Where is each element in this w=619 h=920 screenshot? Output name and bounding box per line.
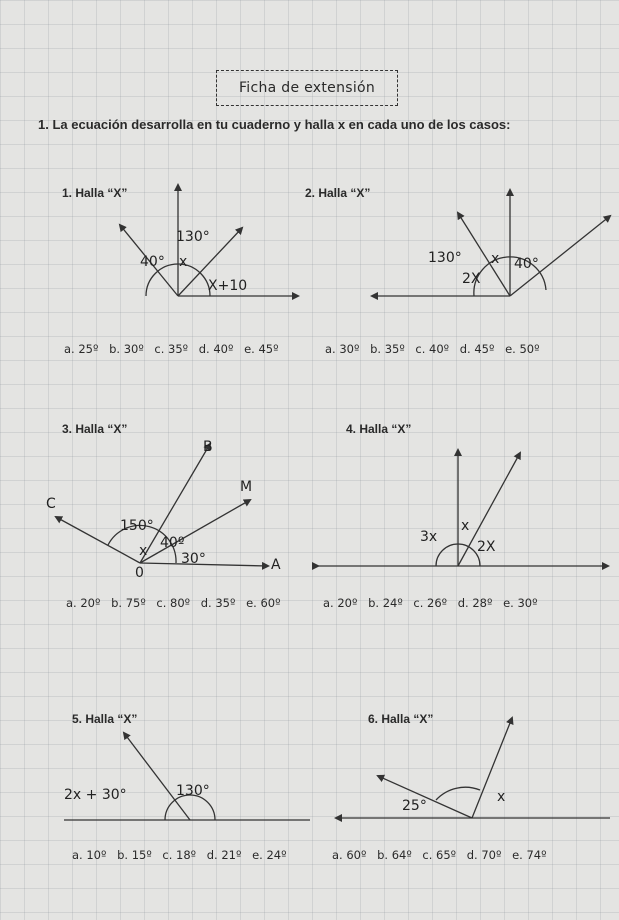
- option[interactable]: d. 35º: [200, 596, 236, 610]
- fig2-label: 130°: [428, 250, 462, 266]
- figure-5: [64, 733, 310, 820]
- option[interactable]: c. 18º: [162, 848, 197, 862]
- option[interactable]: d. 40º: [198, 342, 234, 356]
- option[interactable]: d. 21º: [206, 848, 242, 862]
- fig1-label: 40°: [140, 254, 165, 270]
- option[interactable]: c. 26º: [413, 596, 448, 610]
- option[interactable]: b. 64º: [377, 848, 412, 862]
- figure-4: [318, 450, 608, 566]
- option[interactable]: a. 25º: [64, 342, 99, 356]
- option[interactable]: e. 30º: [503, 596, 538, 610]
- fig3-label: 40º: [160, 535, 185, 551]
- problem-6-title: 6. Halla “X”: [368, 712, 434, 726]
- option[interactable]: b. 30º: [109, 342, 144, 356]
- fig2-label: x: [491, 251, 500, 267]
- fig3-label: C: [46, 496, 56, 512]
- fig4-label: 3x: [420, 529, 438, 545]
- fig5-label: 2x + 30°: [64, 787, 127, 803]
- option[interactable]: a. 20º: [66, 596, 101, 610]
- option[interactable]: e. 24º: [252, 848, 287, 862]
- option[interactable]: a. 60º: [332, 848, 367, 862]
- option[interactable]: c. 40º: [415, 342, 450, 356]
- fig2-label: 2X: [462, 271, 481, 287]
- fig4-label: x: [461, 518, 470, 534]
- option[interactable]: a. 30º: [325, 342, 360, 356]
- problem-1-title: 1. Halla “X”: [62, 186, 128, 200]
- problem-6-options: [332, 848, 554, 862]
- fig5-ray-diag: [124, 733, 190, 820]
- option[interactable]: a. 20º: [323, 596, 358, 610]
- fig6-angle-arc: [436, 787, 480, 800]
- fig5-label: 130°: [176, 783, 210, 799]
- option[interactable]: e. 50º: [505, 342, 540, 356]
- fig6-ray-steep: [472, 718, 512, 818]
- option[interactable]: e. 60º: [246, 596, 281, 610]
- option[interactable]: c. 65º: [422, 848, 457, 862]
- problem-5-options: [72, 848, 294, 862]
- option[interactable]: b. 35º: [370, 342, 405, 356]
- problem-1-options: [64, 342, 286, 356]
- option[interactable]: c. 35º: [154, 342, 189, 356]
- problem-4-options: [323, 596, 545, 610]
- option[interactable]: b. 24º: [368, 596, 403, 610]
- fig3-label: 0: [135, 565, 144, 581]
- instruction-text: 1. La ecuación desarrolla en tu cuaderno y halla x en cada uno de los casos:: [38, 117, 511, 132]
- worksheet-title: Ficha de extensión: [216, 70, 398, 106]
- fig4-label: 2X: [477, 539, 496, 555]
- option[interactable]: b. 75º: [111, 596, 146, 610]
- figure-2: [372, 190, 610, 296]
- option[interactable]: e. 45º: [244, 342, 279, 356]
- fig3-label: 30°: [181, 551, 206, 567]
- problem-4-title: 4. Halla “X”: [346, 422, 412, 436]
- fig1-label: 130°: [176, 229, 210, 245]
- fig3-label: B: [203, 439, 213, 455]
- figure-6: [336, 718, 610, 818]
- problem-3-title: 3. Halla “X”: [62, 422, 128, 436]
- fig1-label: X+10: [208, 278, 248, 294]
- fig3-label: M: [240, 479, 253, 495]
- problem-2-options: [325, 342, 547, 356]
- option[interactable]: d. 45º: [459, 342, 495, 356]
- problem-5-title: 5. Halla “X”: [72, 712, 138, 726]
- option[interactable]: e. 74º: [512, 848, 547, 862]
- option[interactable]: d. 28º: [457, 596, 493, 610]
- fig3-label: x: [139, 543, 148, 559]
- fig3-label: 150°: [120, 518, 154, 534]
- fig2-label: 40°: [514, 256, 539, 272]
- fig6-label: x: [497, 789, 506, 805]
- fig1-label: x: [179, 254, 188, 270]
- problem-2-title: 2. Halla “X”: [305, 186, 371, 200]
- option[interactable]: a. 10º: [72, 848, 107, 862]
- option[interactable]: d. 70º: [466, 848, 502, 862]
- fig3-label: A: [271, 557, 281, 573]
- option[interactable]: c. 80º: [156, 596, 191, 610]
- option[interactable]: b. 15º: [117, 848, 152, 862]
- problem-3-options: [66, 596, 288, 610]
- fig6-label: 25°: [402, 798, 427, 814]
